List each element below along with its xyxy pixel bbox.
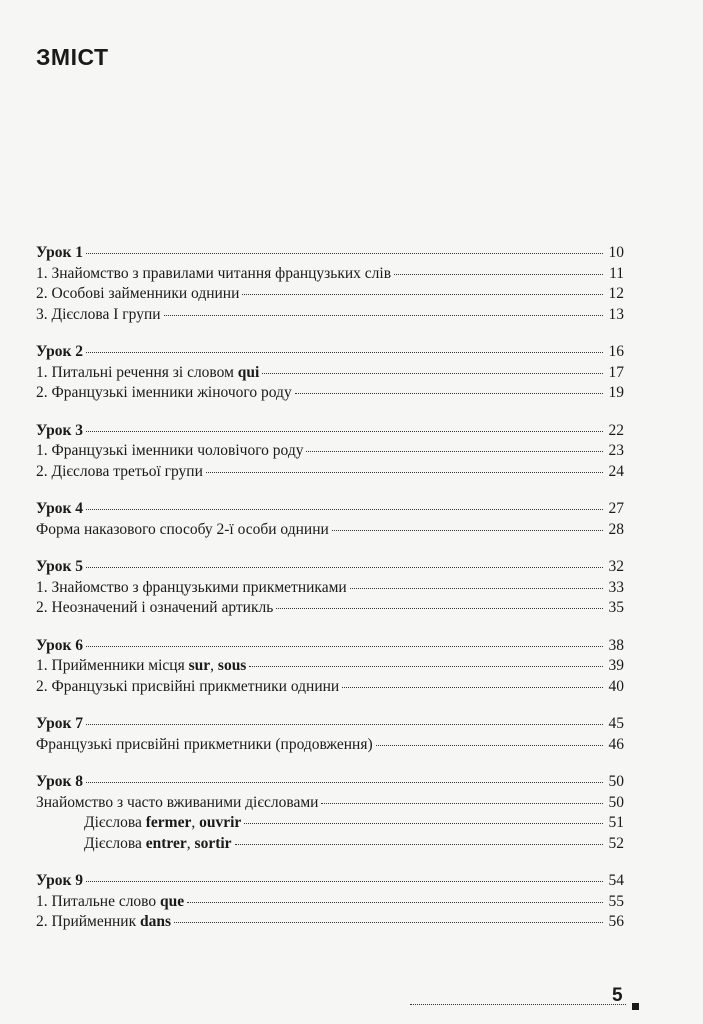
toc-entry-title (36, 462, 203, 483)
entry-text: 1. Французькі іменники чоловічого роду (36, 442, 304, 459)
dot-leader (244, 823, 603, 824)
entry-page-number: 40 (608, 677, 624, 695)
dot-leader (262, 373, 603, 374)
entry-keyword: sur (188, 657, 211, 674)
entry-page-number: 24 (608, 462, 624, 480)
lesson-label: Урок 9 (36, 872, 84, 889)
entry-text: 1. Питальні речення зі словом (36, 363, 238, 381)
toc-entry-row (36, 892, 624, 913)
lesson-label: Урок 7 (36, 715, 84, 732)
toc-entry-row (36, 383, 624, 404)
dot-leader (86, 782, 603, 783)
lesson-group (36, 714, 624, 755)
entry-separator: , (191, 814, 200, 831)
toc-entry-title (36, 677, 339, 698)
dot-leader (86, 352, 603, 353)
toc-entry-row (36, 578, 624, 599)
toc-entry-title (36, 383, 292, 404)
entry-keyword: qui (237, 363, 260, 381)
page-title: ЗМІСТ (36, 44, 109, 70)
toc-entry-title (36, 441, 303, 462)
dot-leader (164, 315, 603, 316)
entry-page-number: 46 (608, 735, 624, 753)
toc-entry-row (36, 912, 624, 933)
entry-text: 2. Французькі присвійні прикметники однини (36, 677, 340, 695)
lesson-page-number: 22 (608, 421, 624, 439)
entry-page-number: 17 (608, 363, 624, 381)
lesson-page-number: 10 (608, 244, 624, 261)
dot-leader (295, 393, 603, 394)
toc-entry-row (36, 834, 624, 855)
entry-text: 2. Дієслова третьої групи (36, 462, 203, 480)
page-number: 5 (612, 985, 623, 1006)
lesson-group (36, 342, 624, 404)
lesson-heading-row (36, 636, 624, 657)
toc-entry-row (36, 598, 624, 619)
lesson-group (36, 636, 624, 698)
lesson-label: Урок 3 (36, 421, 84, 439)
dot-leader (376, 745, 603, 746)
toc-entry-row (36, 656, 624, 677)
entry-text: 2. Особові займенники однини (36, 285, 240, 302)
lesson-heading-row (36, 342, 624, 363)
toc-entry-row (36, 363, 624, 384)
entry-keyword: sous (217, 657, 247, 674)
dot-leader (86, 431, 603, 432)
entry-text: 3. Дієслова І групи (36, 305, 161, 323)
dot-leader (86, 646, 603, 647)
entry-text: Французькі присвійні прикметники (продовження) (36, 735, 373, 753)
toc-entry-row (36, 284, 624, 305)
dot-leader (242, 294, 603, 295)
dot-leader (86, 253, 603, 254)
toc-entry-title (36, 305, 161, 326)
entry-separator: , (186, 834, 195, 852)
lesson-heading-row (36, 714, 624, 735)
entry-page-number: 51 (608, 814, 624, 831)
entry-text: Знайомство з часто вживаними дієсловами (36, 793, 319, 811)
entry-keyword: dans (140, 913, 172, 930)
entry-page-number: 55 (608, 892, 624, 910)
entry-page-number: 35 (608, 599, 624, 616)
entry-text: 1. Питальне слово (36, 892, 161, 910)
toc-entry-row (36, 264, 624, 285)
toc-entry-title (36, 912, 171, 933)
toc-entry-row (36, 813, 624, 834)
lesson-label: Урок 1 (36, 244, 84, 261)
lesson-group (36, 243, 624, 325)
entry-page-number: 56 (608, 913, 624, 930)
lesson-label: Урок 2 (36, 343, 84, 360)
lesson-heading-row (36, 871, 624, 892)
lesson-page-number: 32 (608, 558, 624, 575)
lesson-heading-row (36, 243, 624, 264)
lesson-heading-row (36, 499, 624, 520)
dot-leader (86, 881, 603, 882)
toc-entry-row (36, 462, 624, 483)
lesson-heading-row (36, 557, 624, 578)
entry-page-number: 33 (608, 578, 624, 596)
dot-leader (394, 274, 603, 275)
toc-entry-row (36, 793, 624, 814)
dot-leader (249, 666, 603, 667)
toc-entry-row (36, 677, 624, 698)
lesson-group (36, 557, 624, 619)
toc-entry-title (84, 813, 241, 834)
entry-page-number: 23 (608, 442, 624, 459)
entry-keyword: sortir (194, 834, 232, 852)
dot-leader (187, 902, 603, 903)
toc-entry-title (36, 598, 273, 619)
entry-text: 1. Прийменники місця (36, 657, 189, 674)
lesson-heading-row (36, 772, 624, 793)
toc-entry-title (36, 735, 373, 756)
lesson-label: Урок 8 (36, 773, 84, 790)
toc-entry-title (36, 363, 259, 384)
toc-entry-title (36, 656, 246, 677)
lesson-page-number: 54 (608, 872, 624, 889)
entry-text: 2. Неозначений і означений артикль (36, 599, 274, 616)
dot-leader (350, 588, 603, 589)
entry-page-number: 19 (608, 384, 624, 401)
entry-text: 2. Прийменник (36, 913, 141, 930)
page-marker-square-icon (632, 1003, 639, 1010)
entry-page-number: 12 (608, 285, 624, 302)
dot-leader (342, 687, 603, 688)
entry-page-number: 13 (608, 305, 624, 323)
toc-entry-title (36, 892, 184, 913)
dot-leader (86, 509, 603, 510)
entry-text: Форма наказового способу 2-ї особи однини (36, 520, 329, 538)
toc-entry-title (36, 793, 318, 814)
footer-dotted-rule (410, 1004, 626, 1005)
dot-leader (174, 922, 603, 923)
dot-leader (276, 608, 603, 609)
lesson-group (36, 871, 624, 933)
entry-text: 1. Знайомство з правилами читання французьких слів (36, 264, 392, 282)
lesson-page-number: 16 (608, 343, 624, 360)
dot-leader (306, 451, 603, 452)
entry-keyword: ouvrir (199, 814, 242, 831)
entry-page-number: 11 (609, 264, 624, 282)
lesson-label: Урок 5 (36, 558, 84, 575)
entry-keyword: que (160, 892, 185, 910)
toc-entry-title (36, 284, 239, 305)
toc-entry-row (36, 520, 624, 541)
toc-entry-row (36, 441, 624, 462)
entry-page-number: 39 (608, 657, 624, 674)
dot-leader (86, 567, 603, 568)
toc-entry-title (36, 264, 391, 285)
dot-leader (206, 472, 603, 473)
lesson-label: Урок 4 (36, 500, 84, 517)
entry-keyword: fermer (145, 814, 192, 831)
entry-text: Дієслова (84, 814, 146, 831)
entry-text: 2. Французькі іменники жіночого роду (36, 384, 292, 401)
table-of-contents (36, 243, 624, 950)
entry-text: 1. Знайомство з французькими прикметниками (36, 578, 347, 596)
entry-separator: , (210, 657, 218, 674)
dot-leader (235, 844, 603, 845)
toc-entry-row (36, 735, 624, 756)
lesson-page-number: 50 (608, 773, 624, 790)
entry-page-number: 52 (608, 834, 624, 852)
toc-entry-title (84, 834, 232, 855)
toc-entry-row (36, 305, 624, 326)
dot-leader (332, 530, 603, 531)
entry-page-number: 28 (608, 520, 624, 538)
toc-entry-title (36, 578, 347, 599)
lesson-group (36, 499, 624, 540)
entry-page-number: 50 (608, 793, 624, 811)
lesson-label: Урок 6 (36, 636, 84, 654)
dot-leader (86, 724, 603, 725)
entry-text: Дієслова (84, 834, 146, 852)
lesson-heading-row (36, 421, 624, 442)
lesson-group (36, 772, 624, 854)
lesson-page-number: 27 (608, 500, 624, 517)
entry-keyword: entrer (145, 834, 187, 852)
lesson-page-number: 45 (608, 715, 624, 732)
lesson-group (36, 421, 624, 483)
toc-entry-title (36, 520, 329, 541)
lesson-page-number: 38 (608, 636, 624, 654)
dot-leader (321, 803, 603, 804)
